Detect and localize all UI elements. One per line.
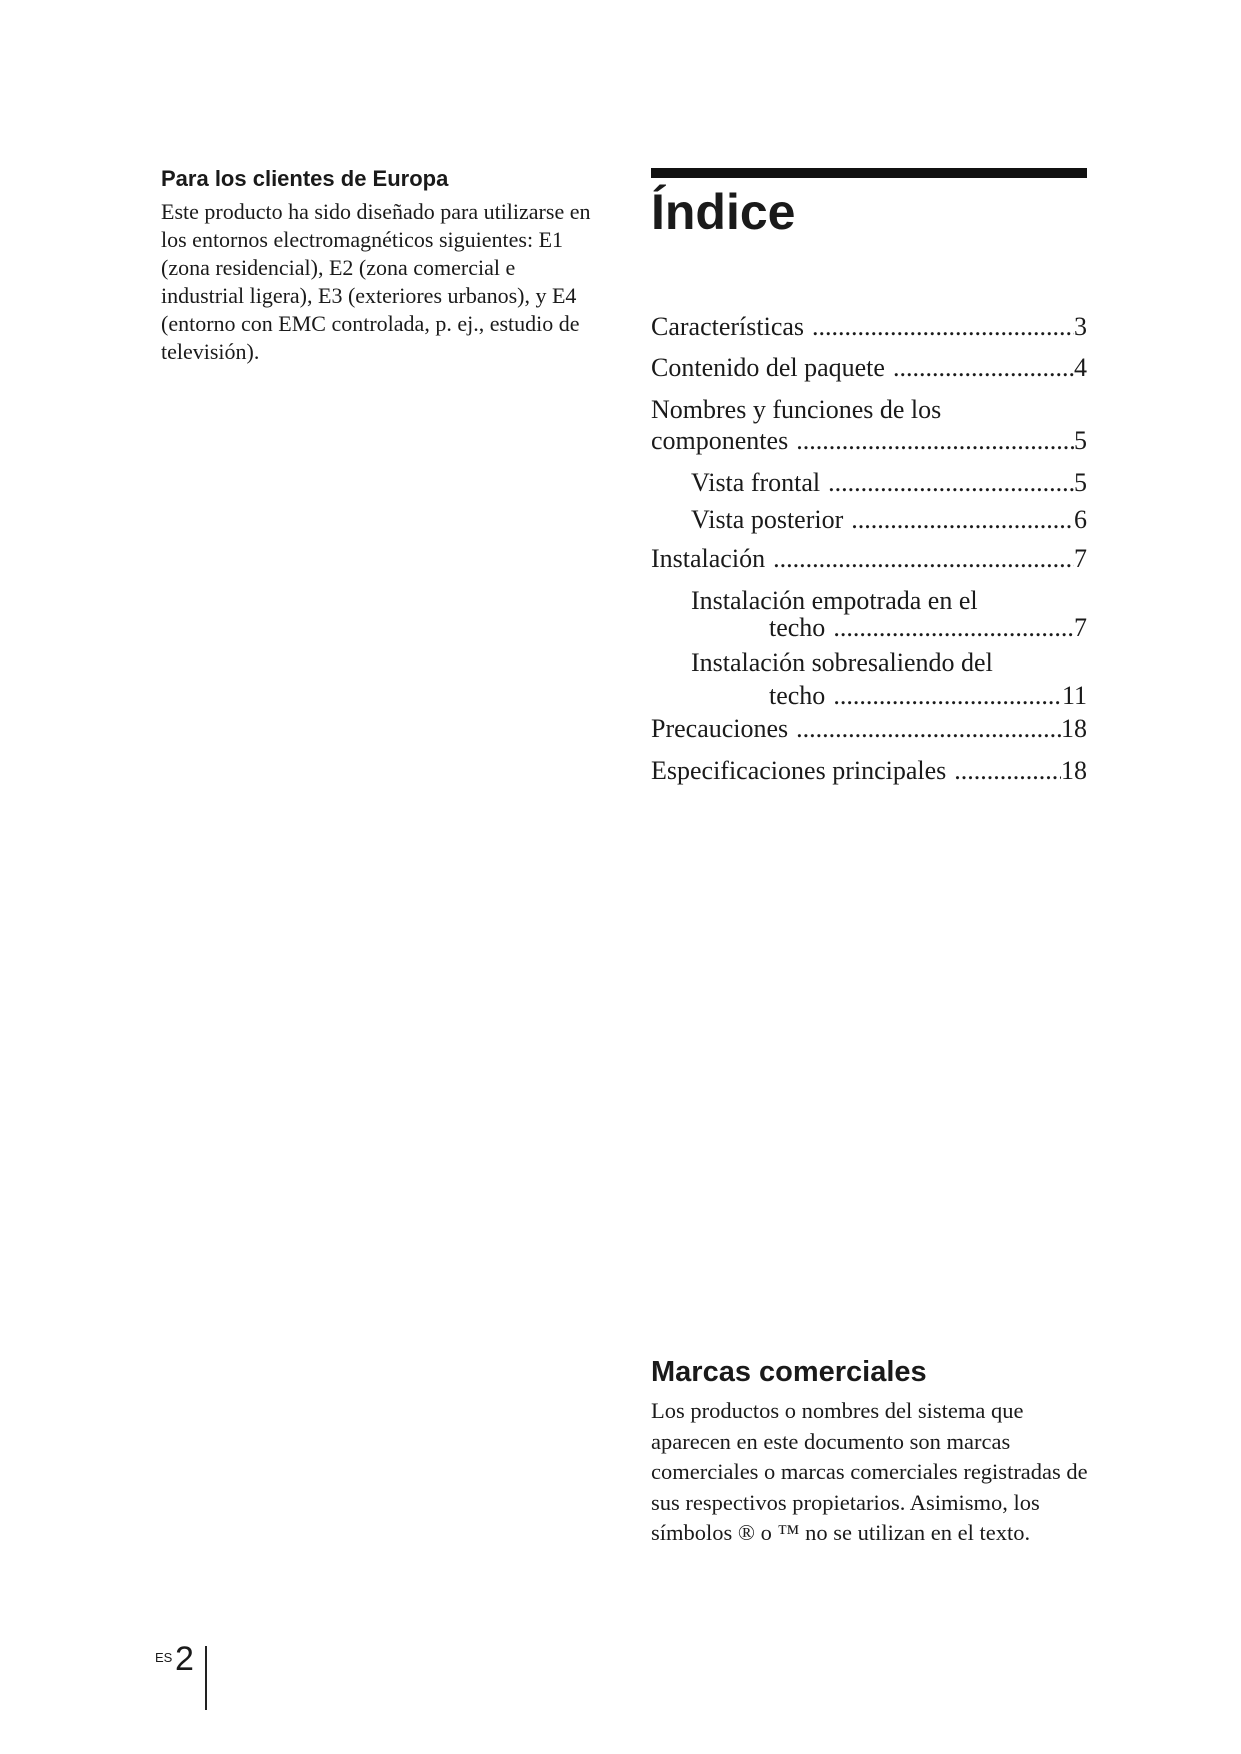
toc-leader-dots bbox=[833, 681, 1062, 711]
toc-entry-precauciones[interactable] bbox=[651, 714, 1087, 744]
toc-leader-dots bbox=[796, 426, 1074, 456]
index-title: Índice bbox=[651, 184, 796, 240]
toc-entry-text: Vista frontal bbox=[691, 468, 821, 497]
toc-leader-dots bbox=[828, 468, 1074, 498]
toc-entry-empotrada-line1[interactable]: Instalación empotrada en el bbox=[691, 586, 978, 615]
toc-leader-dots bbox=[833, 613, 1074, 643]
toc-entry-nombres[interactable] bbox=[651, 426, 1087, 456]
europe-notice bbox=[161, 164, 601, 366]
toc-entry-vista-posterior[interactable] bbox=[691, 505, 1087, 535]
index-title-rule bbox=[651, 168, 1087, 178]
toc-leader-dots bbox=[954, 756, 1061, 786]
toc-entry-text: Contenido del paquete bbox=[651, 353, 885, 382]
page-number-digit: 2 bbox=[175, 1640, 194, 1678]
toc-entry-sobresaliendo[interactable] bbox=[769, 681, 1087, 711]
toc-entry-vista-frontal[interactable] bbox=[691, 468, 1087, 498]
trademarks-heading: Marcas comerciales bbox=[651, 1356, 927, 1388]
toc-entry-text: techo bbox=[769, 613, 826, 642]
toc-page-number: 7 bbox=[1074, 544, 1087, 573]
toc-entry-text: Características bbox=[651, 312, 805, 341]
toc-page-number: 11 bbox=[1061, 681, 1087, 710]
toc-entry-contenido[interactable] bbox=[651, 353, 1087, 383]
toc-page-number: 5 bbox=[1074, 426, 1087, 455]
toc-leader-dots bbox=[893, 353, 1074, 383]
toc-leader-dots bbox=[851, 505, 1074, 535]
toc-entry-text: componentes bbox=[651, 426, 789, 455]
europe-heading: Para los clientes de Europa bbox=[161, 166, 449, 191]
toc-leader-dots bbox=[812, 312, 1074, 342]
trademarks-body: Los productos o nombres del sistema que aparecen en este documento son marcas comerciales o marcas comerciales registradas de sus respectivos propietarios. Asimismo, los símbolos ® o ™ no se utilizan en el texto. bbox=[651, 1398, 1088, 1545]
toc-entry-caracteristicas[interactable] bbox=[651, 312, 1087, 342]
europe-body: Este producto ha sido diseñado para utilizarse en los entornos electromagnéticos siguientes: E1 (zona residencial), E2 (zona comercial e industrial ligera), E3 (exteriores urbanos), y E4 (entorno con EMC controlada, p. ej., estudio de televisión). bbox=[161, 199, 591, 364]
toc-leader-dots bbox=[773, 544, 1074, 574]
toc-page-number: 6 bbox=[1074, 505, 1087, 534]
toc-entry-text: Especificaciones principales bbox=[651, 756, 947, 785]
toc-entry-text: Instalación bbox=[651, 544, 766, 573]
toc-page-number: 7 bbox=[1074, 613, 1087, 642]
toc-page-number: 5 bbox=[1074, 468, 1087, 497]
page-number-divider bbox=[205, 1646, 207, 1710]
toc-page-number: 18 bbox=[1061, 714, 1087, 743]
toc-entry-empotrada[interactable] bbox=[769, 613, 1087, 643]
toc-page-number: 3 bbox=[1074, 312, 1087, 341]
toc-entry-text: techo bbox=[769, 681, 826, 710]
toc-entry-text: Vista posterior bbox=[691, 505, 844, 534]
trademarks-section bbox=[651, 1354, 1091, 1549]
toc-entry-especificaciones[interactable] bbox=[651, 756, 1087, 786]
toc-page-number: 18 bbox=[1061, 756, 1087, 785]
page-language-code: ES bbox=[155, 1650, 173, 1665]
toc-entry-text: Precauciones bbox=[651, 714, 789, 743]
toc-entry-instalacion[interactable] bbox=[651, 544, 1087, 574]
toc-entry-nombres-line1[interactable]: Nombres y funciones de los bbox=[651, 395, 942, 424]
toc-page-number: 4 bbox=[1074, 353, 1087, 382]
toc-entry-sobresaliendo-line1[interactable]: Instalación sobresaliendo del bbox=[691, 648, 993, 677]
toc-leader-dots bbox=[796, 714, 1061, 744]
